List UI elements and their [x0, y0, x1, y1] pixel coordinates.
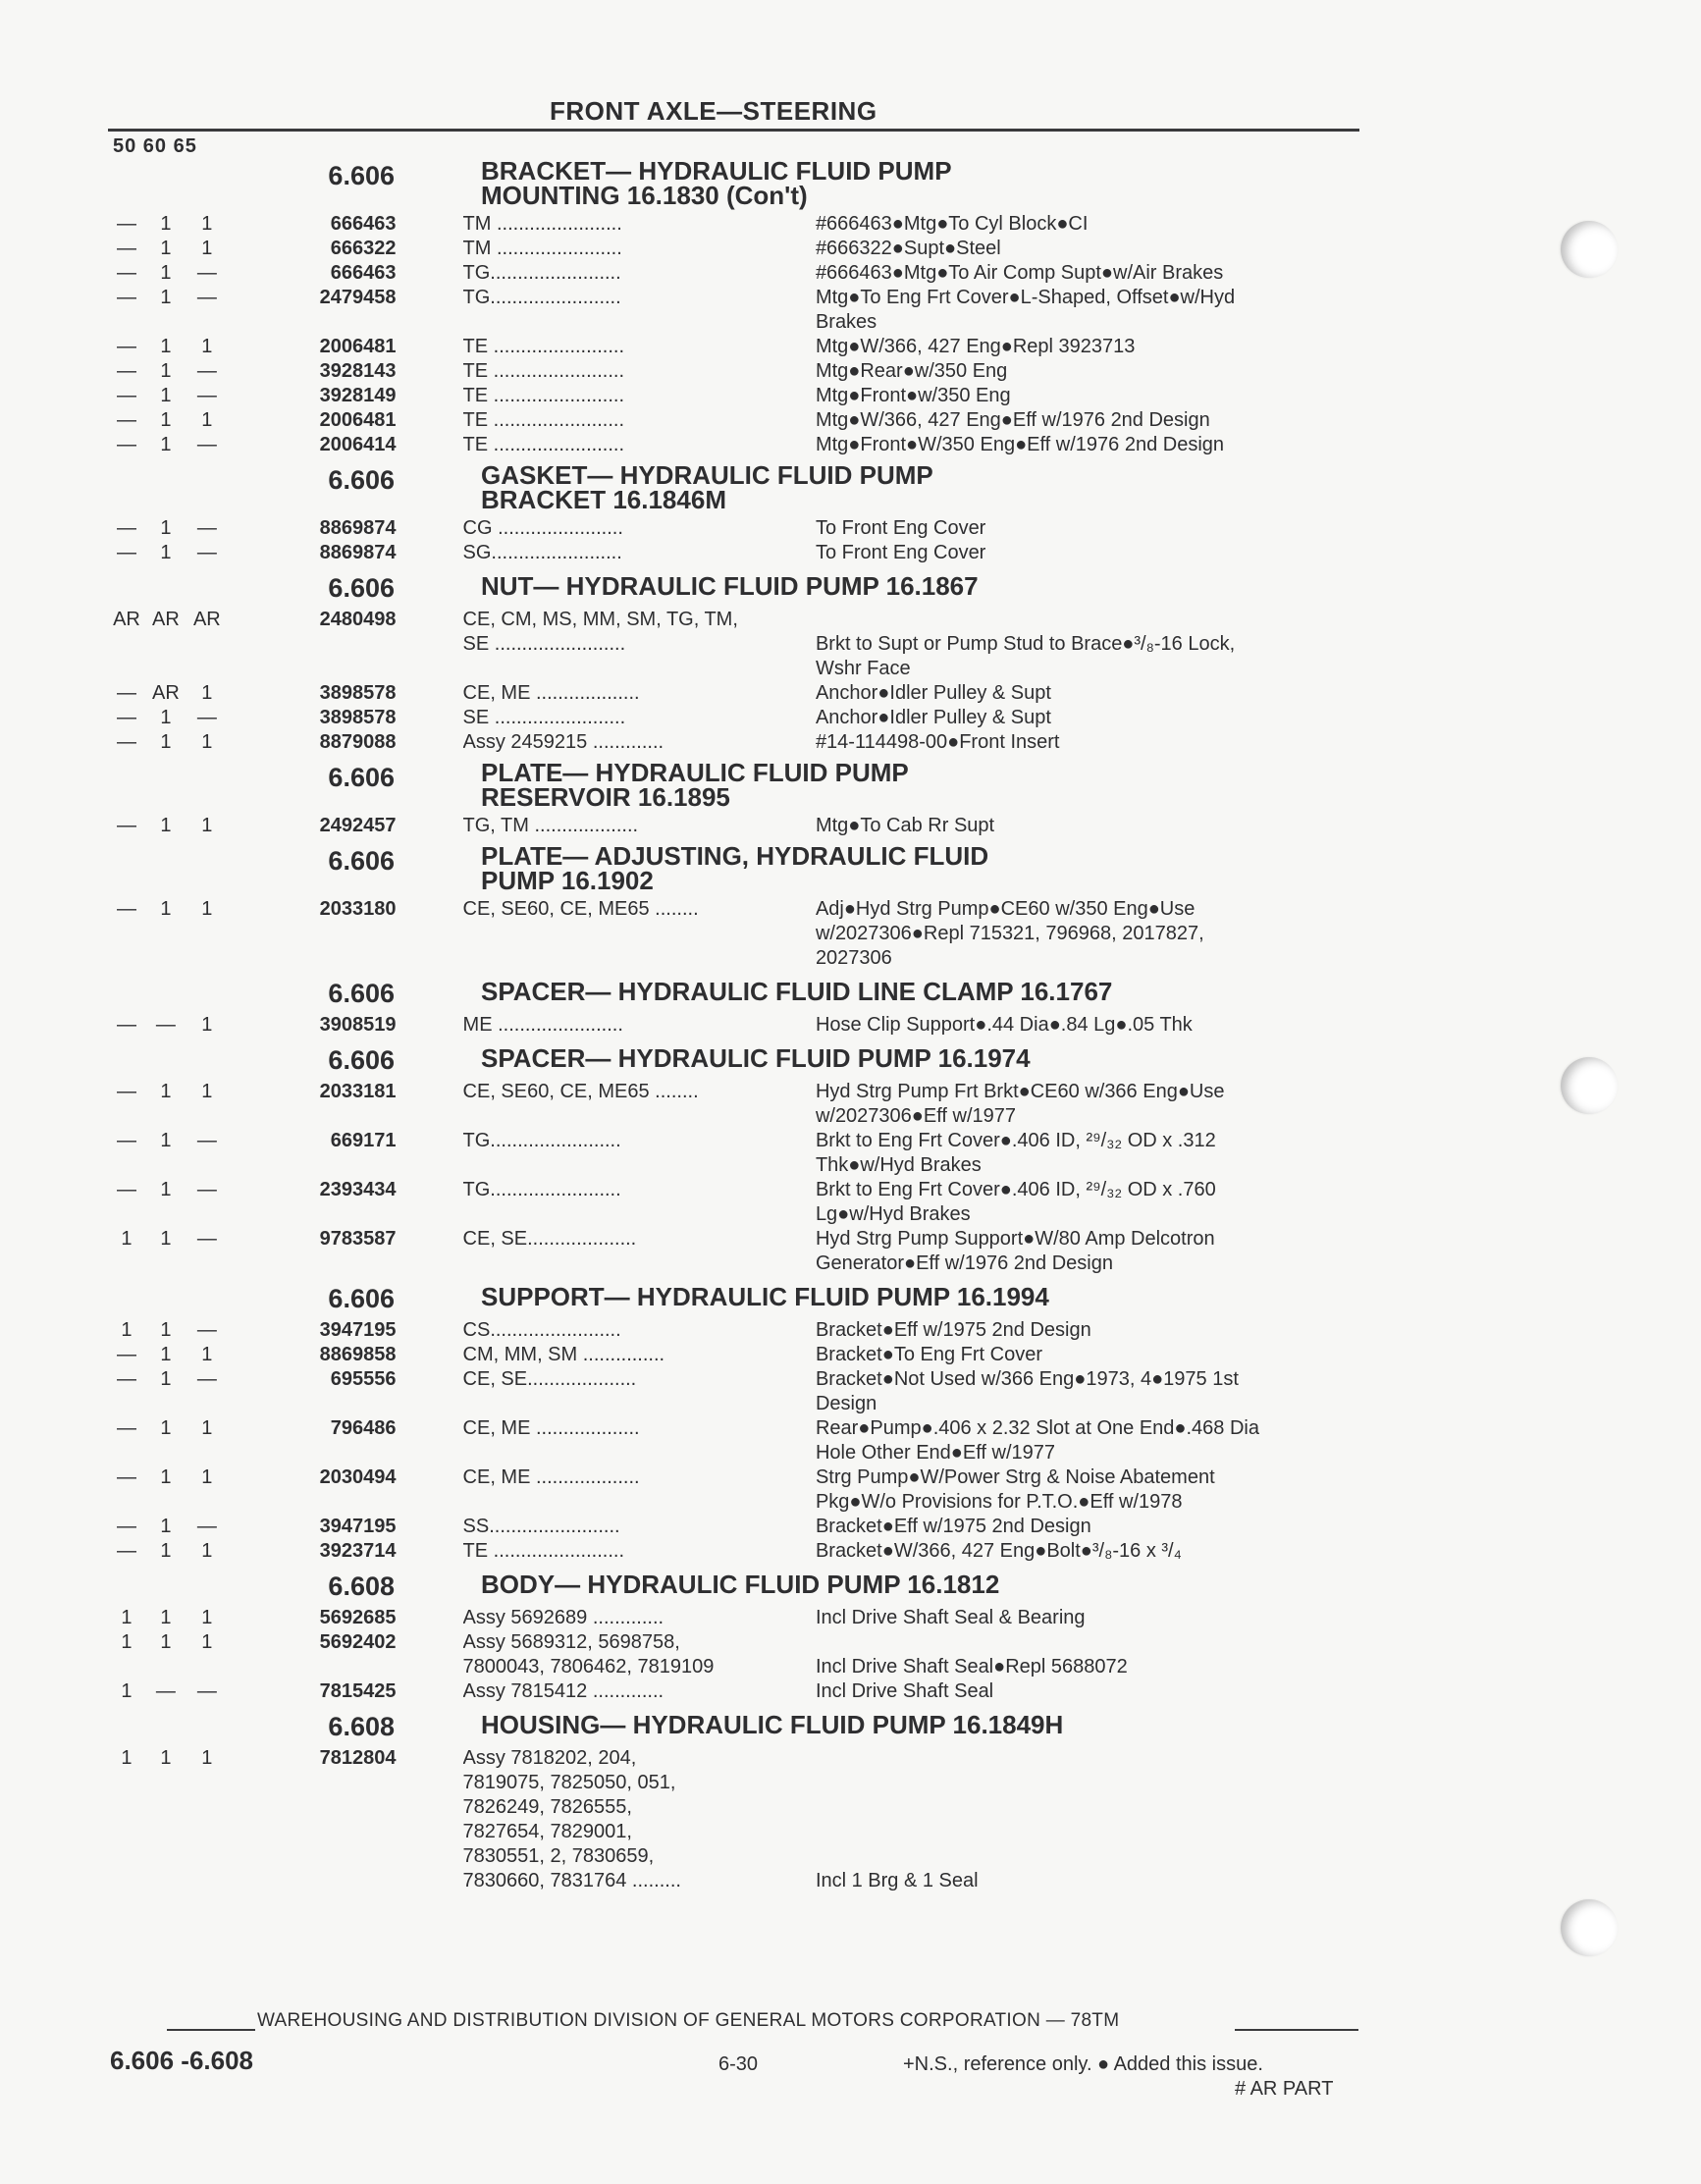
- header-rule: [108, 129, 1359, 132]
- model-60-qty: 1: [160, 336, 172, 357]
- model-50-qty: —: [116, 360, 136, 382]
- section-code: 6.608: [328, 1571, 395, 1601]
- application: CS........................: [462, 1319, 621, 1341]
- description: Anchor●Idler Pulley & Supt: [815, 682, 1051, 704]
- description: Mtg●Front●w/350 Eng: [815, 385, 1011, 406]
- model-60-qty: 1: [160, 1228, 172, 1250]
- model-50-qty: 1: [121, 1319, 133, 1341]
- model-65-qty: 1: [201, 336, 213, 357]
- part-number: 2006481: [319, 409, 397, 431]
- model-60-qty: 1: [160, 1130, 172, 1151]
- model-65-qty: —: [196, 360, 217, 382]
- application: CE, SE....................: [462, 1368, 637, 1390]
- part-row: [108, 261, 1364, 286]
- part-row: [108, 1367, 1364, 1416]
- model-60-qty: 1: [160, 238, 172, 259]
- part-number: 3928143: [319, 360, 397, 382]
- footer-section-range: 6.606 -6.608: [110, 2046, 254, 2075]
- part-row: [108, 608, 1364, 681]
- model-60-qty: 1: [160, 1319, 172, 1341]
- model-65-qty: 1: [201, 1344, 213, 1365]
- section-code: 6.606: [328, 1045, 395, 1075]
- footer-rule: [1235, 2029, 1358, 2031]
- model-50-qty: —: [116, 1014, 136, 1036]
- part-number: 666322: [330, 238, 397, 259]
- model-65-qty: —: [196, 1368, 217, 1390]
- model-60-qty: 1: [160, 815, 172, 836]
- section-header: [108, 841, 1364, 895]
- model-65-qty: 1: [201, 1417, 213, 1439]
- part-row: [108, 286, 1364, 335]
- model-65-qty: 1: [201, 1014, 213, 1036]
- description: To Front Eng Cover: [815, 542, 986, 563]
- model-60-qty: 1: [160, 731, 172, 753]
- part-row: [108, 1343, 1364, 1367]
- part-number: 2480498: [319, 609, 397, 630]
- part-number: 3928149: [319, 385, 397, 406]
- application: CM, MM, SM ...............: [462, 1344, 665, 1365]
- part-row: [108, 212, 1364, 237]
- part-row: [108, 359, 1364, 384]
- application: TE ........................: [462, 434, 625, 455]
- part-row: [108, 1178, 1364, 1227]
- description: Hyd Strg Pump Support●W/80 Amp Delcotron Generator●Eff w/1976 2nd Design: [815, 1228, 1215, 1274]
- part-number: 2006414: [319, 434, 397, 455]
- part-row: [108, 1465, 1364, 1515]
- model-50-qty: 1: [121, 1228, 133, 1250]
- part-number: 9783587: [319, 1228, 397, 1250]
- description: Strg Pump●W/Power Strg & Noise Abatement Pkg●W/o Provisions for P.T.O.●Eff w/1978: [815, 1466, 1215, 1513]
- section-title: BRACKET— HYDRAULIC FLUID PUMP MOUNTING 16.1830 (Con't): [481, 156, 952, 210]
- part-number: 8879088: [319, 731, 397, 753]
- model-50-qty: —: [116, 682, 136, 704]
- part-number: 8869874: [319, 542, 397, 563]
- section-title: PLATE— HYDRAULIC FLUID PUMP RESERVOIR 16.1895: [481, 758, 909, 812]
- footer-legend: +N.S., reference only. ● Added this issue.: [903, 2053, 1263, 2075]
- model-columns-header: 50 60 65: [113, 135, 197, 157]
- model-65-qty: 1: [201, 1540, 213, 1562]
- application: SS........................: [462, 1516, 620, 1537]
- part-number: 2030494: [319, 1466, 397, 1488]
- section-code: 6.606: [328, 763, 395, 792]
- model-60-qty: 1: [160, 1081, 172, 1102]
- part-row: [108, 541, 1364, 565]
- section-code: 6.606: [328, 161, 395, 190]
- model-60-qty: —: [155, 1680, 176, 1702]
- model-65-qty: 1: [201, 682, 213, 704]
- part-row: [108, 433, 1364, 457]
- model-65-qty: 1: [201, 409, 213, 431]
- part-row: [108, 1679, 1364, 1704]
- part-row: [108, 1606, 1364, 1630]
- model-60-qty: 1: [160, 213, 172, 235]
- section-title: SPACER— HYDRAULIC FLUID PUMP 16.1974: [481, 1043, 1031, 1073]
- description: Brkt to Eng Frt Cover●.406 ID, ²⁹/₃₂ OD x .760 Lg●w/Hyd Brakes: [815, 1179, 1216, 1225]
- model-50-qty: —: [116, 898, 136, 920]
- model-60-qty: 1: [160, 385, 172, 406]
- application: TE ........................: [462, 409, 625, 431]
- section-header: [108, 1710, 1364, 1742]
- application: CE, SE60, CE, ME65 ........: [462, 898, 699, 920]
- model-50-qty: —: [116, 1540, 136, 1562]
- application: TE ........................: [462, 336, 625, 357]
- model-60-qty: 1: [160, 707, 172, 728]
- model-65-qty: —: [196, 1516, 217, 1537]
- part-row: [108, 730, 1364, 755]
- model-50-qty: —: [116, 1368, 136, 1390]
- model-50-qty: 1: [121, 1607, 133, 1628]
- part-row: [108, 1318, 1364, 1343]
- section-code: 6.608: [328, 1712, 395, 1741]
- model-60-qty: 1: [160, 1747, 172, 1769]
- section-header: [108, 758, 1364, 812]
- part-row: [108, 1013, 1364, 1038]
- part-number: 3947195: [319, 1516, 397, 1537]
- section-header: [108, 156, 1364, 210]
- model-60-qty: 1: [160, 1540, 172, 1562]
- application: CE, SE60, CE, ME65 ........: [462, 1081, 699, 1102]
- part-number: 3908519: [319, 1014, 397, 1036]
- application: TM .......................: [462, 238, 622, 259]
- model-65-qty: —: [196, 262, 217, 284]
- part-number: 669171: [330, 1130, 397, 1151]
- model-50-qty: AR: [113, 609, 140, 630]
- model-50-qty: 1: [121, 1747, 133, 1769]
- application: CG .......................: [462, 517, 623, 539]
- part-number: 5692685: [319, 1607, 397, 1628]
- description: Rear●Pump●.406 x 2.32 Slot at One End●.468 Dia Hole Other End●Eff w/1977: [815, 1417, 1259, 1464]
- part-row: [108, 384, 1364, 408]
- model-65-qty: 1: [201, 1747, 213, 1769]
- application: TG........................: [462, 262, 621, 284]
- description: Incl Drive Shaft Seal & Bearing: [815, 1607, 1086, 1628]
- part-number: 3898578: [319, 707, 397, 728]
- description: Mtg●W/366, 427 Eng●Eff w/1976 2nd Design: [815, 409, 1210, 431]
- application: CE, SE....................: [462, 1228, 637, 1250]
- model-50-qty: —: [116, 1179, 136, 1200]
- model-65-qty: —: [196, 1680, 217, 1702]
- application: CE, ME ...................: [462, 1417, 640, 1439]
- part-number: 8869874: [319, 517, 397, 539]
- model-50-qty: —: [116, 287, 136, 308]
- description: Incl Drive Shaft Seal●Repl 5688072: [815, 1656, 1128, 1678]
- section-header: [108, 460, 1364, 514]
- application: Assy 2459215 .............: [462, 731, 664, 753]
- description: Mtg●Front●W/350 Eng●Eff w/1976 2nd Design: [815, 434, 1225, 455]
- description: Mtg●To Eng Frt Cover●L-Shaped, Offset●w/Hyd Brakes: [815, 287, 1236, 333]
- model-60-qty: 1: [160, 1344, 172, 1365]
- part-number: 2393434: [319, 1179, 397, 1200]
- part-row: [108, 1080, 1364, 1129]
- binder-hole: [1561, 221, 1618, 278]
- model-60-qty: 1: [160, 1607, 172, 1628]
- model-60-qty: 1: [160, 1631, 172, 1653]
- model-50-qty: —: [116, 1417, 136, 1439]
- application: TG........................: [462, 1179, 621, 1200]
- application: TE ........................: [462, 385, 625, 406]
- model-65-qty: 1: [201, 238, 213, 259]
- model-60-qty: 1: [160, 434, 172, 455]
- model-50-qty: —: [116, 1081, 136, 1102]
- model-65-qty: —: [196, 1130, 217, 1151]
- model-65-qty: —: [196, 707, 217, 728]
- part-number: 2492457: [319, 815, 397, 836]
- model-65-qty: 1: [201, 1081, 213, 1102]
- section-header: [108, 1043, 1364, 1076]
- section-title: HOUSING— HYDRAULIC FLUID PUMP 16.1849H: [481, 1710, 1064, 1739]
- section-title: PLATE— ADJUSTING, HYDRAULIC FLUID PUMP 16.1902: [481, 841, 989, 895]
- model-50-qty: —: [116, 434, 136, 455]
- model-50-qty: —: [116, 815, 136, 836]
- part-number: 666463: [330, 262, 397, 284]
- application: SE ........................: [462, 707, 626, 728]
- page-title: FRONT AXLE—STEERING: [550, 96, 877, 126]
- footer-division-text: WAREHOUSING AND DISTRIBUTION DIVISION OF GENERAL MOTORS CORPORATION — 78TM: [257, 2010, 1120, 2031]
- model-60-qty: 1: [160, 517, 172, 539]
- application: Assy 5692689 .............: [462, 1607, 664, 1628]
- part-number: 3898578: [319, 682, 397, 704]
- model-50-qty: —: [116, 336, 136, 357]
- part-number: 5692402: [319, 1631, 397, 1653]
- model-65-qty: —: [196, 1319, 217, 1341]
- application: CE, ME ...................: [462, 682, 640, 704]
- part-number: 695556: [330, 1368, 397, 1390]
- application: CE, ME ...................: [462, 1466, 640, 1488]
- part-row: [108, 1129, 1364, 1178]
- model-60-qty: 1: [160, 409, 172, 431]
- model-50-qty: —: [116, 1344, 136, 1365]
- application: TE ........................: [462, 1540, 625, 1562]
- model-65-qty: —: [196, 385, 217, 406]
- model-60-qty: 1: [160, 1417, 172, 1439]
- description: Incl 1 Brg & 1 Seal: [815, 1870, 979, 1891]
- model-50-qty: —: [116, 1516, 136, 1537]
- model-60-qty: AR: [152, 609, 180, 630]
- part-number: 3947195: [319, 1319, 397, 1341]
- model-50-qty: —: [116, 542, 136, 563]
- model-65-qty: 1: [201, 1607, 213, 1628]
- part-row: [108, 681, 1364, 706]
- section-code: 6.606: [328, 846, 395, 876]
- description: Adj●Hyd Strg Pump●CE60 w/350 Eng●Use w/2027306●Repl 715321, 796968, 2017827, 2027306: [815, 898, 1204, 969]
- model-65-qty: 1: [201, 213, 213, 235]
- model-65-qty: —: [196, 1228, 217, 1250]
- description: Bracket●Not Used w/366 Eng●1973, 4●1975 1st Design: [815, 1368, 1239, 1414]
- part-number: 3923714: [319, 1540, 397, 1562]
- section-title: GASKET— HYDRAULIC FLUID PUMP BRACKET 16.1846M: [481, 460, 933, 514]
- model-65-qty: —: [196, 1179, 217, 1200]
- application: TG........................: [462, 287, 621, 308]
- part-row: [108, 1227, 1364, 1276]
- model-65-qty: —: [196, 542, 217, 563]
- model-60-qty: 1: [160, 542, 172, 563]
- section-header: [108, 1570, 1364, 1602]
- model-50-qty: —: [116, 731, 136, 753]
- model-65-qty: 1: [201, 1631, 213, 1653]
- description: Bracket●Eff w/1975 2nd Design: [815, 1319, 1091, 1341]
- part-row: [108, 1746, 1364, 1893]
- description: #666463●Mtg●To Air Comp Supt●w/Air Brakes: [815, 262, 1224, 284]
- part-number: 796486: [330, 1417, 397, 1439]
- binder-hole: [1561, 1057, 1618, 1114]
- part-row: [108, 408, 1364, 433]
- model-50-qty: —: [116, 409, 136, 431]
- model-65-qty: —: [196, 517, 217, 539]
- application: Assy 7815412 .............: [462, 1680, 664, 1702]
- model-65-qty: 1: [201, 815, 213, 836]
- application: SG........................: [462, 542, 622, 563]
- section-code: 6.606: [328, 1284, 395, 1313]
- part-number: 2479458: [319, 287, 397, 308]
- model-65-qty: —: [196, 434, 217, 455]
- description: Bracket●W/366, 427 Eng●Bolt●³/₈-16 x ³/₄: [815, 1540, 1182, 1562]
- parts-listing: [108, 156, 1364, 1893]
- description: #14-114498-00●Front Insert: [815, 731, 1060, 753]
- application: Assy 7818202, 204, 7819075, 7825050, 051, 7826249, 7826555, 7827654, 7829001, 7830551, 2, 7830659, 7830660, 7831764 .........: [462, 1747, 681, 1891]
- model-65-qty: —: [196, 287, 217, 308]
- model-65-qty: 1: [201, 731, 213, 753]
- part-row: [108, 237, 1364, 261]
- model-50-qty: —: [116, 385, 136, 406]
- model-60-qty: AR: [152, 682, 180, 704]
- description: Mtg●To Cab Rr Supt: [815, 815, 995, 836]
- application: Assy 5689312, 5698758, 7800043, 7806462, 7819109: [462, 1631, 715, 1678]
- description: Incl Drive Shaft Seal: [815, 1680, 994, 1702]
- part-number: 7812804: [319, 1747, 397, 1769]
- section-code: 6.606: [328, 979, 395, 1008]
- part-row: [108, 814, 1364, 838]
- part-row: [108, 897, 1364, 971]
- section-title: NUT— HYDRAULIC FLUID PUMP 16.1867: [481, 571, 979, 601]
- part-row: [108, 1539, 1364, 1564]
- model-60-qty: —: [155, 1014, 176, 1036]
- model-60-qty: 1: [160, 898, 172, 920]
- part-number: 2033180: [319, 898, 397, 920]
- model-50-qty: —: [116, 517, 136, 539]
- model-60-qty: 1: [160, 1516, 172, 1537]
- section-title: SUPPORT— HYDRAULIC FLUID PUMP 16.1994: [481, 1282, 1049, 1311]
- application: TG, TM ...................: [462, 815, 639, 836]
- section-header: [108, 1282, 1364, 1314]
- application: ME .......................: [462, 1014, 623, 1036]
- model-50-qty: 1: [121, 1631, 133, 1653]
- model-60-qty: 1: [160, 1179, 172, 1200]
- description: Bracket●Eff w/1975 2nd Design: [815, 1516, 1091, 1537]
- description: Anchor●Idler Pulley & Supt: [815, 707, 1051, 728]
- description: Mtg●Rear●w/350 Eng: [815, 360, 1008, 382]
- part-number: 2033181: [319, 1081, 397, 1102]
- model-50-qty: 1: [121, 1680, 133, 1702]
- model-60-qty: 1: [160, 262, 172, 284]
- description: #666463●Mtg●To Cyl Block●CI: [815, 213, 1089, 235]
- application: CE, CM, MS, MM, SM, TG, TM, SE ........................: [462, 609, 738, 655]
- part-row: [108, 1416, 1364, 1465]
- part-row: [108, 1630, 1364, 1679]
- section-title: BODY— HYDRAULIC FLUID PUMP 16.1812: [481, 1570, 1000, 1599]
- part-row: [108, 516, 1364, 541]
- part-row: [108, 706, 1364, 730]
- part-number: 8869858: [319, 1344, 397, 1365]
- model-65-qty: 1: [201, 1466, 213, 1488]
- model-50-qty: —: [116, 1130, 136, 1151]
- page-number: 6-30: [718, 2053, 759, 2075]
- description: Brkt to Supt or Pump Stud to Brace●³/₈-16 Lock, Wshr Face: [815, 633, 1236, 679]
- part-number: 666463: [330, 213, 397, 235]
- section-header: [108, 571, 1364, 604]
- footer-rule: [167, 2029, 255, 2031]
- section-code: 6.606: [328, 573, 395, 603]
- description: Hose Clip Support●.44 Dia●.84 Lg●.05 Thk: [815, 1014, 1193, 1036]
- part-row: [108, 335, 1364, 359]
- model-50-qty: —: [116, 1466, 136, 1488]
- model-65-qty: AR: [192, 609, 221, 630]
- application: TM .......................: [462, 213, 622, 235]
- model-50-qty: —: [116, 262, 136, 284]
- binder-hole: [1561, 1899, 1618, 1956]
- section-title: SPACER— HYDRAULIC FLUID LINE CLAMP 16.1767: [481, 977, 1113, 1006]
- model-50-qty: —: [116, 238, 136, 259]
- description: To Front Eng Cover: [815, 517, 986, 539]
- description: #666322●Supt●Steel: [815, 238, 1001, 259]
- description: Hyd Strg Pump Frt Brkt●CE60 w/366 Eng●Use w/2027306●Eff w/1977: [815, 1081, 1225, 1127]
- model-50-qty: —: [116, 213, 136, 235]
- model-60-qty: 1: [160, 1368, 172, 1390]
- section-header: [108, 977, 1364, 1009]
- model-60-qty: 1: [160, 360, 172, 382]
- description: Bracket●To Eng Frt Cover: [815, 1344, 1042, 1365]
- model-50-qty: —: [116, 707, 136, 728]
- model-65-qty: 1: [201, 898, 213, 920]
- description: Mtg●W/366, 427 Eng●Repl 3923713: [815, 336, 1136, 357]
- part-row: [108, 1515, 1364, 1539]
- part-number: 2006481: [319, 336, 397, 357]
- section-code: 6.606: [328, 465, 395, 495]
- footer-ar-note: # AR PART: [1235, 2078, 1334, 2100]
- description: Brkt to Eng Frt Cover●.406 ID, ²⁹/₃₂ OD x .312 Thk●w/Hyd Brakes: [815, 1130, 1216, 1176]
- application: TE ........................: [462, 360, 625, 382]
- application: TG........................: [462, 1130, 621, 1151]
- model-60-qty: 1: [160, 287, 172, 308]
- part-number: 7815425: [319, 1680, 397, 1702]
- model-60-qty: 1: [160, 1466, 172, 1488]
